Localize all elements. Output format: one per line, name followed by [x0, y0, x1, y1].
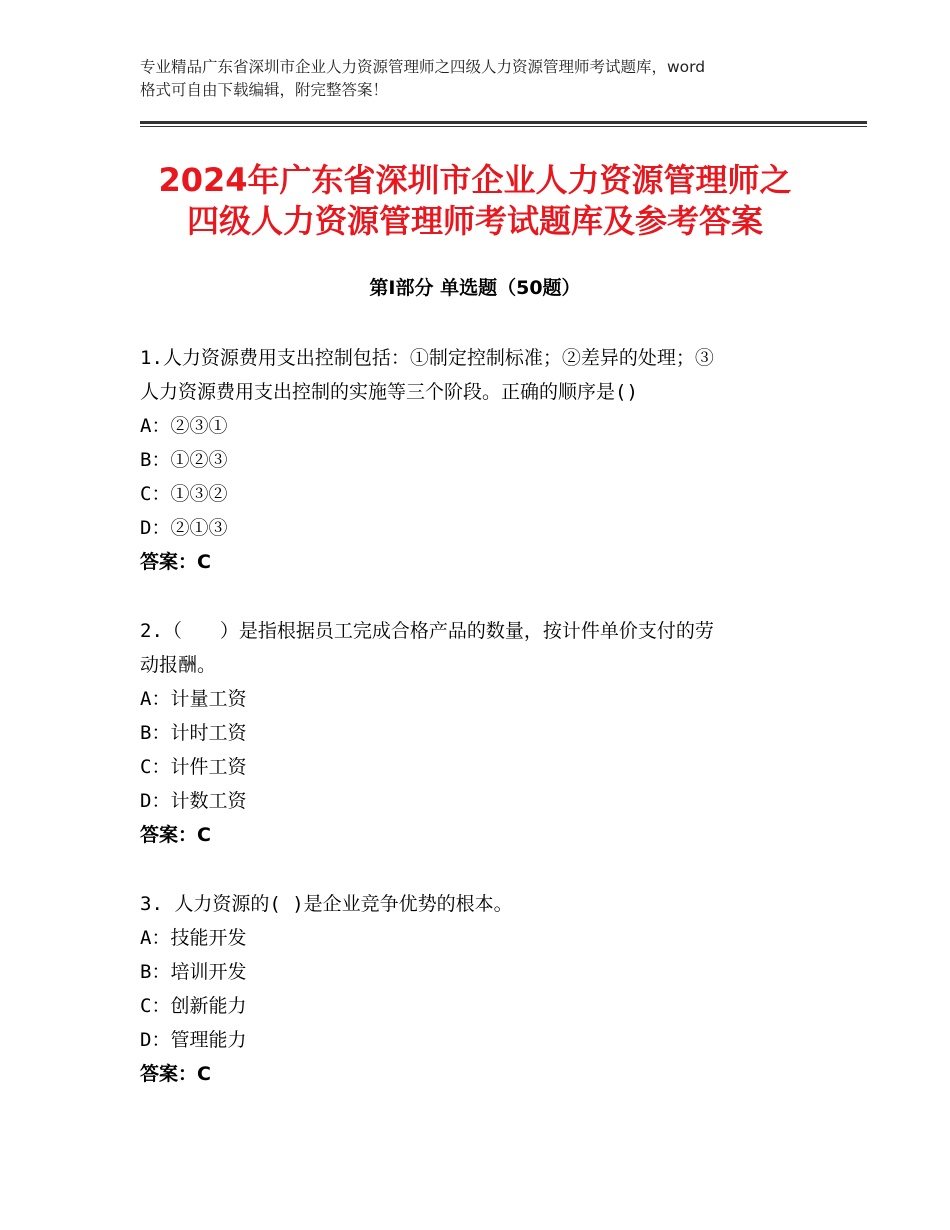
question-2 [140, 614, 820, 852]
question-stem [140, 887, 820, 921]
question-stem [140, 614, 820, 682]
question-stem-line: 人力资源费用支出控制的实施等三个阶段。正确的顺序是() [140, 381, 638, 403]
option-b: B：①②③ [140, 449, 228, 471]
option-a: A：②③① [140, 415, 228, 437]
answer: 答案：C [140, 551, 211, 573]
option-c: C：①③② [140, 483, 228, 505]
document-title-line-1: 2024年广东省深圳市企业人力资源管理师之 [158, 161, 792, 199]
option-a: A：技能开发 [140, 927, 247, 949]
option-d: D：②①③ [140, 517, 228, 539]
option-c: C：创新能力 [140, 995, 247, 1017]
question-stem-line: 3. 人力资源的( )是企业竞争优势的根本。 [140, 893, 513, 915]
question-stem-line: 2.（ ）是指根据员工完成合格产品的数量，按计件单价支付的劳 [140, 620, 714, 642]
header-note-line-1: 专业精品广东省深圳市企业人力资源管理师之四级人力资源管理师考试题库，word [140, 58, 706, 76]
question-1 [140, 341, 820, 579]
option-d: D：计数工资 [140, 790, 247, 812]
header-note-line-2: 格式可自由下载编辑，附完整答案！ [140, 81, 389, 99]
question-3 [140, 887, 820, 1091]
document-title [0, 160, 950, 242]
option-b: B：计时工资 [140, 722, 247, 744]
option-c: C：计件工资 [140, 756, 247, 778]
header-note [140, 56, 840, 102]
question-stem-line: 动报酬。 [140, 654, 217, 676]
question-stem [140, 341, 820, 409]
option-b: B：培训开发 [140, 961, 247, 983]
answer: 答案：C [140, 824, 211, 846]
header-divider-thin [140, 126, 867, 127]
option-d: D：管理能力 [140, 1029, 247, 1051]
header-divider-thick [140, 121, 867, 124]
answer: 答案：C [140, 1063, 211, 1085]
document-title-line-2: 四级人力资源管理师考试题库及参考答案 [186, 202, 763, 240]
section-heading: 第Ⅰ部分 单选题（50题） [369, 277, 581, 299]
question-stem-line: 1.人力资源费用支出控制包括：①制定控制标准；②差异的处理；③ [140, 347, 714, 369]
option-a: A：计量工资 [140, 688, 247, 710]
